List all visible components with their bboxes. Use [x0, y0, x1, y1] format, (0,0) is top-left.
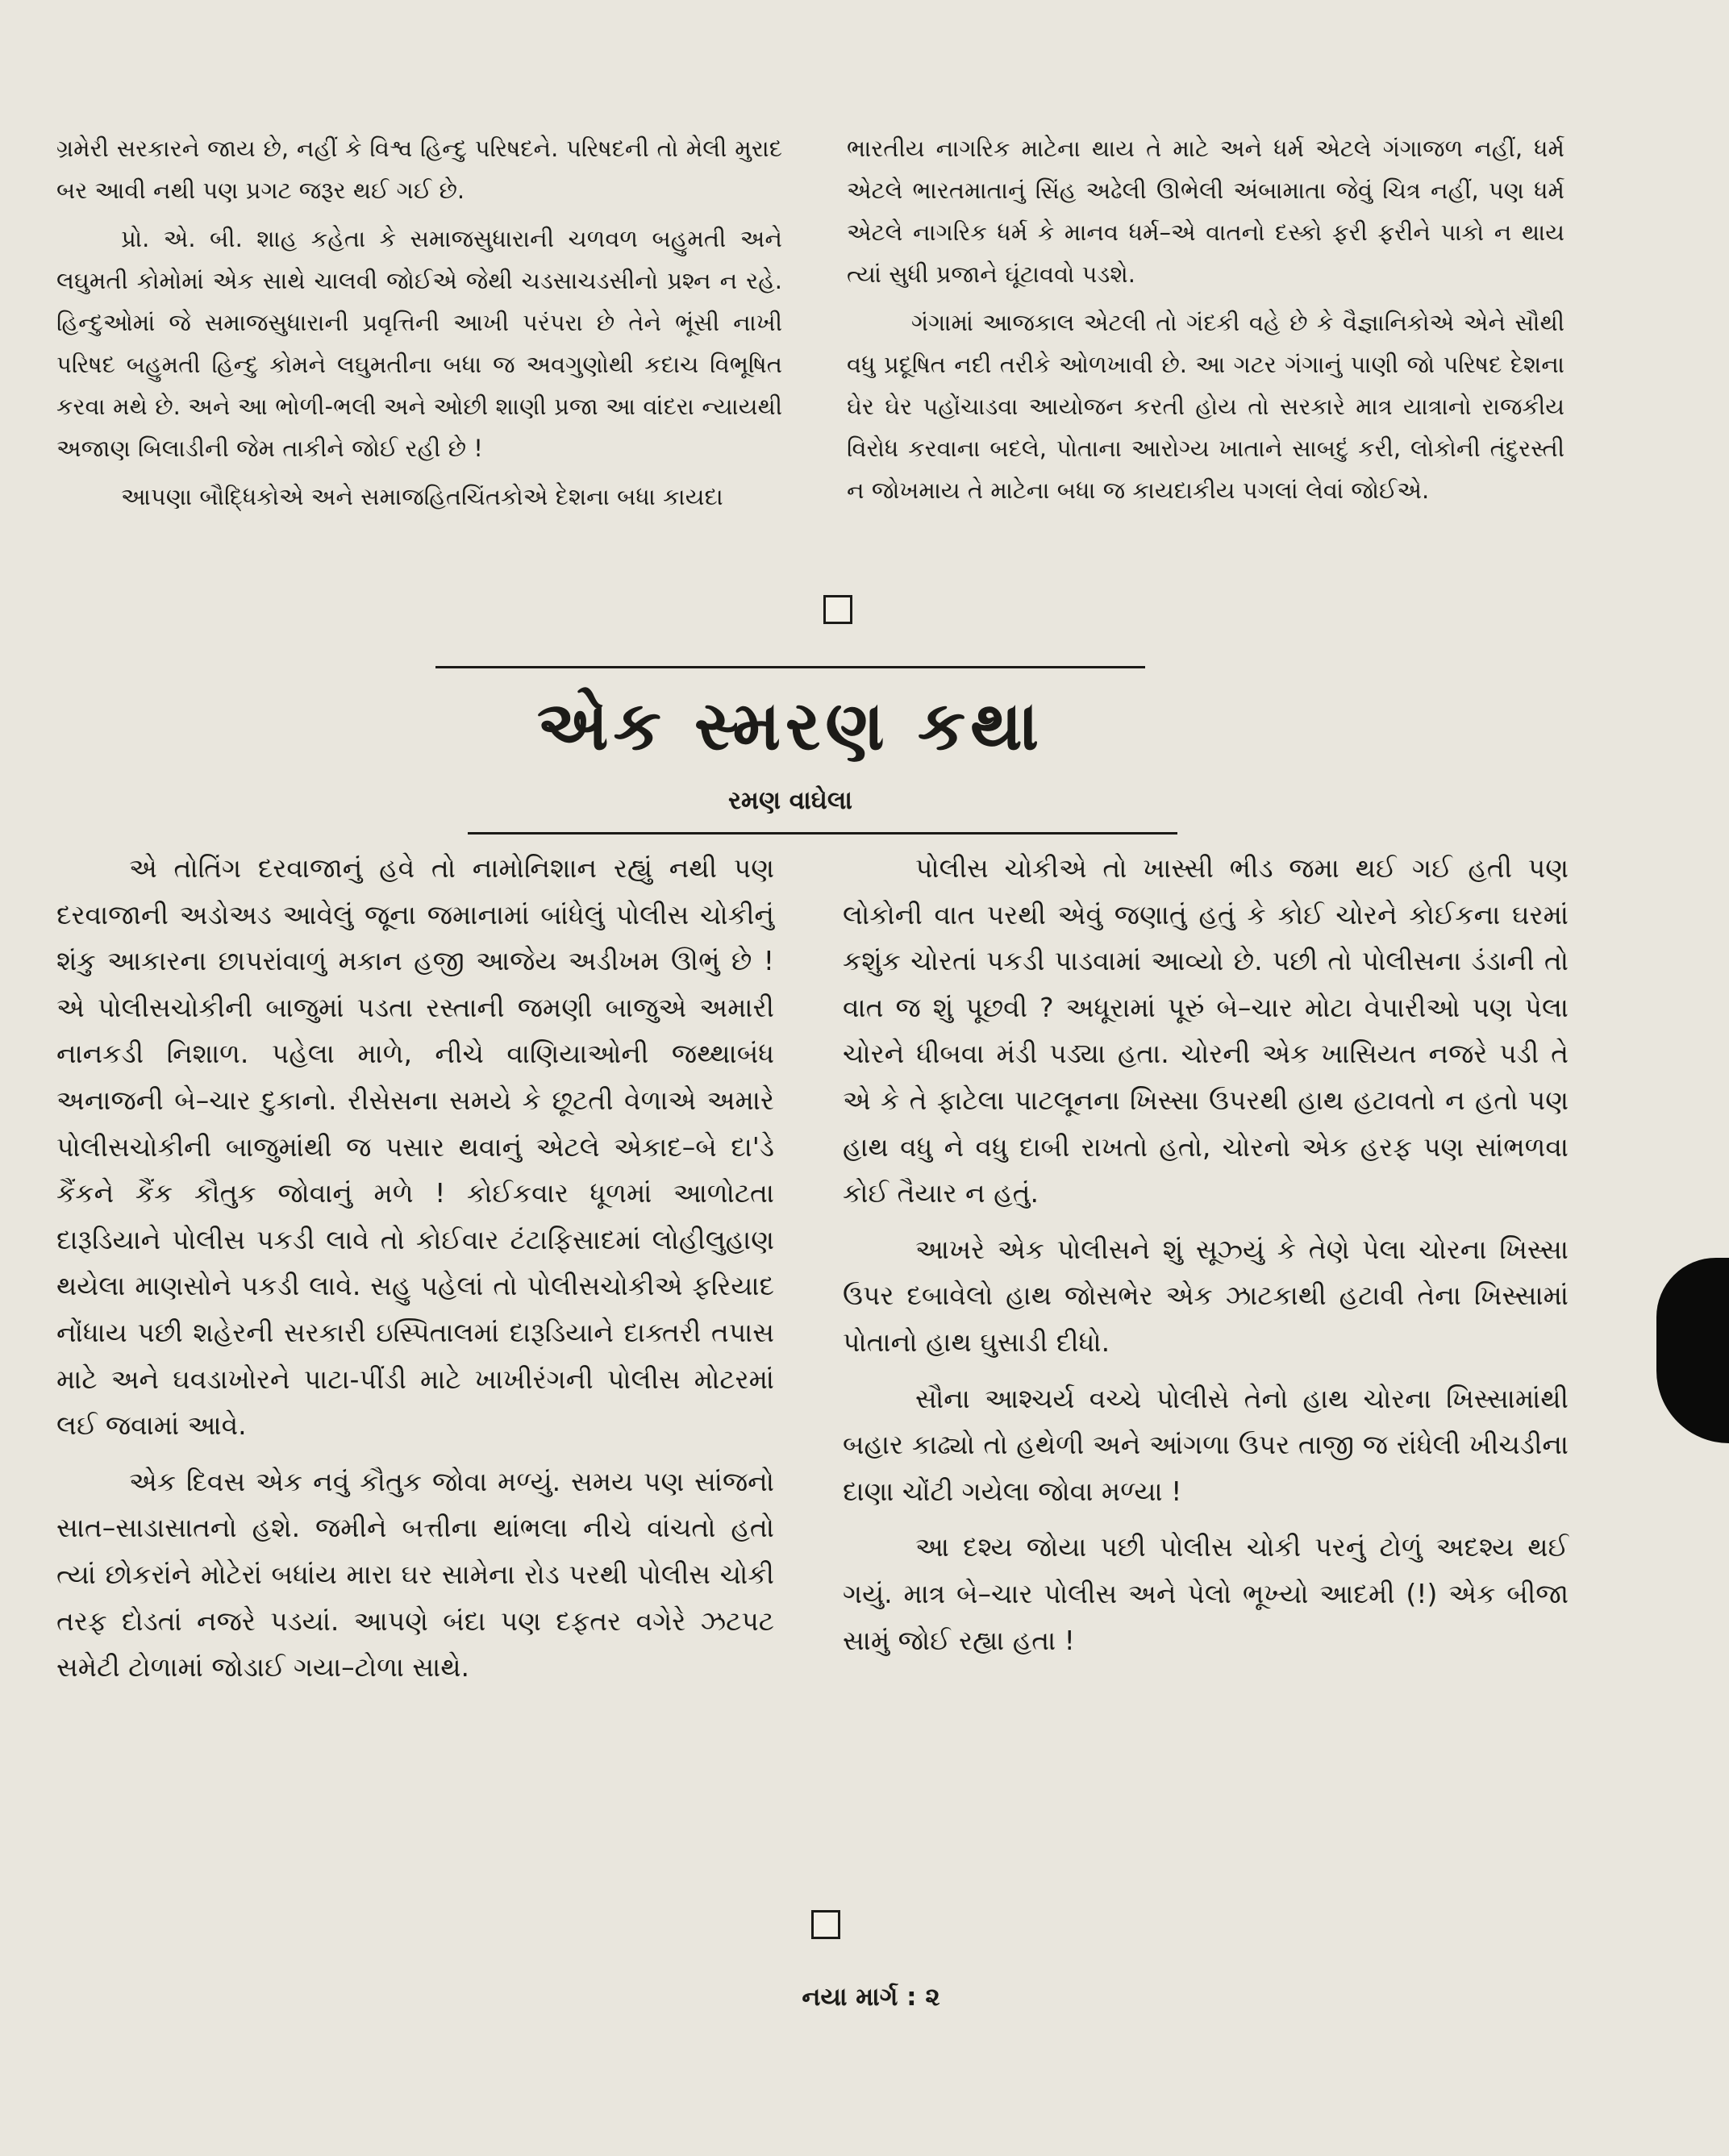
- torn-page-edge: [1656, 1258, 1729, 1443]
- article-end-square-icon: [811, 1910, 840, 1939]
- paragraph: આ દશ્ય જોયા પછી પોલીસ ચોકી પરનું ટોળું અદશ્ય થઈ ગયું. માત્ર બે–ચાર પોલીસ અને પેલો ભૂખ્યો આદમી (!) એક બીજા સામું જોઈ રહ્યા હતા !: [843, 1531, 1569, 1656]
- paragraph: ભારતીય નાગરિક માટેના થાય તે માટે અને ધર્મ એટલે ગંગાજળ નહીં, ધર્મ એટલે ભારતમાતાનું સિંહ અઢેલી ઊભેલી અંબામાતા જેવું ચિત્ર નહીં, પણ ધર્મ એટલે નાગરિક ધર્મ કે માનવ ધર્મ–એ વાતનો દસ્કો ફરી ફરીને પાકો ન થાય ત્યાં સુધી પ્રજાને ઘૂંટાવવો પડશે.: [847, 135, 1564, 288]
- paragraph: ગ્રમેરી સરકારને જાય છે, નહીં કે વિશ્વ હિન્દુ પરિષદને. પરિષદની તો મેલી મુરાદ બર આવી નથી પણ પ્રગટ જરૂર થઈ ગઈ છે.: [56, 135, 782, 204]
- paragraph: એક દિવસ એક નવું કૌતુક જોવા મળ્યું. સમય પણ સાંજનો સાત–સાડાસાતનો હશે. જમીને બત્તીના થાંભલા નીચે વાંચતો હતો ત્યાં છોકરાંને મોટેરાં બધાંય મારા ઘર સામેના રોડ પરથી પોલીસ ચોકી તરફ દોડતાં નજરે પડયાં. આપણે બંદા પણ દફતર વગેરે ઝટપટ સમેટી ટોળામાં જોડાઈ ગયા–ટોળા સાથે.: [56, 1465, 774, 1684]
- article-title: એક સ્મરણ કથા: [536, 685, 1044, 765]
- paragraph: પ્રો. એ. બી. શાહ કહેતા કે સમાજસુધારાની ચળવળ બહુમતી અને લઘુમતી કોમોમાં એક સાથે ચાલવી જોઈએ જેથી ચડસાચડસીનો પ્રશ્ન ન રહે. હિન્દુઓમાં જે સમાજસુધારાની પ્રવૃત્તિની આખી પરંપરા છે તેને ભૂંસી નાખી પરિષદ બહુમતી હિન્દુ કોમને લઘુમતીના બધા જ અવગુણોથી કદાચ વિભૂષિત કરવા મથે છે. અને આ ભોળી-ભલી અને ઓછી શાણી પ્રજા આ વાંદરા ન્યાયથી અજાણ બિલાડીની જેમ તાકીને જોઈ રહી છે !: [56, 225, 782, 462]
- title-bottom-rule: [468, 832, 1177, 835]
- paragraph: પોલીસ ચોકીએ તો ખાસ્સી ભીડ જમા થઈ ગઈ હતી પણ લોકોની વાત પરથી એવું જણાતું હતું કે કોઈ ચોરને કોઈકના ઘરમાં કશુંક ચોરતાં પકડી પાડવામાં આવ્યો છે. પછી તો પોલીસના ડંડાની તો વાત જ શું પૂછવી ? અધૂરામાં પૂરું બે–ચાર મોટા વેપારીઓ પણ પેલા ચોરને ધીબવા મંડી પડ્યા હતા. ચોરની એક ખાસિયત નજરે પડી તે એ કે તે ફાટેલા પાટલૂનના ખિસ્સા ઉપરથી હાથ હટાવતો ન હતો પણ હાથ વધુ ને વધુ દાબી રાખતો હતો, ચોરનો એક હરફ પણ સાંભળવા કોઈ તૈયાર ન હતું.: [843, 852, 1569, 1209]
- title-top-rule: [435, 666, 1145, 668]
- paragraph: આપણા બૌદ્ધિકોએ અને સમાજહિતચિંતકોએ દેશના બધા કાયદા: [121, 483, 723, 510]
- page-footer: નયા માર્ગ : ૨: [802, 1983, 940, 2012]
- paragraph: એ તોતિંગ દરવાજાનું હવે તો નામોનિશાન રહ્યું નથી પણ દરવાજાની અડોઅડ આવેલું જૂના જમાનામાં બાંધેલું પોલીસ ચોકીનું શંકુ આકારના છાપરાંવાળું મકાન હજી આજેય અડીખમ ઊભું છે ! એ પોલીસચોકીની બાજુમાં પડતા રસ્તાની જમણી બાજુએ અમારી નાનકડી નિશાળ. પહેલા માળે, નીચે વાણિયાઓની જથ્થાબંધ અનાજની બે–ચાર દુકાનો. રીસેસના સમયે કે છૂટતી વેળાએ અમારે પોલીસચોકીની બાજુમાંથી જ પસાર થવાનું એટલે એકાદ–બે દા'ડે કૈંકને કૈંક કૌતુક જોવાનું મળે ! કોઈકવાર ધૂળમાં આળોટતા દારૂડિયાને પોલીસ પકડી લાવે તો કોઈવાર ટંટાફિસાદમાં લોહીલુહાણ થયેલા માણસોને પકડી લાવે. સહુ પહેલાં તો પોલીસચોકીએ ફરિયાદ નોંધાય પછી શહેરની સરકારી ઇસ્પિતાલમાં દારૂડિયાને દાક્તરી તપાસ માટે અને ઘવડાખોરને પાટા-પીંડી માટે ખાખીરંગની પોલીસ મોટરમાં લઈ જવામાં આવે.: [56, 852, 774, 1442]
- paragraph: ગંગામાં આજકાલ એટલી તો ગંદકી વહે છે કે વૈજ્ઞાનિકોએ એને સૌથી વધુ પ્રદૂષિત નદી તરીકે ઓળખાવી છે. આ ગટર ગંગાનું પાણી જો પરિષદ દેશના ઘેર ઘેર પહોંચાડવા આયોજન કરતી હોય તો સરકારે માત્ર યાત્રાનો રાજકીય વિરોધ કરવાના બદલે, પોતાના આરોગ્ય ખાતાને સાબદું કરી, લોકોની તંદુરસ્તી ન જોખમાય તે માટેના બધા જ કાયદાકીય પગલાં લેવાં જોઈએ.: [847, 309, 1564, 504]
- article-author: રમણ વાઘેલા: [728, 786, 852, 815]
- section-end-square-icon: [823, 595, 852, 624]
- top-left-column: [56, 127, 782, 518]
- paragraph: સૌના આશ્ચર્ય વચ્ચે પોલીસે તેનો હાથ ચોરના ખિસ્સામાંથી બહાર કાઢ્યો તો હથેળી અને આંગળા ઉપર તાજી જ રાંધેલી ખીચડીના દાણા ચોંટી ગયેલા જોવા મળ્યા !: [843, 1382, 1569, 1507]
- article-left-column: [56, 845, 774, 1691]
- paragraph: આખરે એક પોલીસને શું સૂઝ્યું કે તેણે પેલા ચોરના ખિસ્સા ઉપર દબાવેલો હાથ જોસભેર એક ઝાટકાથી હટાવી તેના ખિસ્સામાં પોતાનો હાથ ઘુસાડી દીધો.: [843, 1233, 1569, 1358]
- article-right-column: [843, 845, 1569, 1663]
- top-right-column: [847, 127, 1564, 511]
